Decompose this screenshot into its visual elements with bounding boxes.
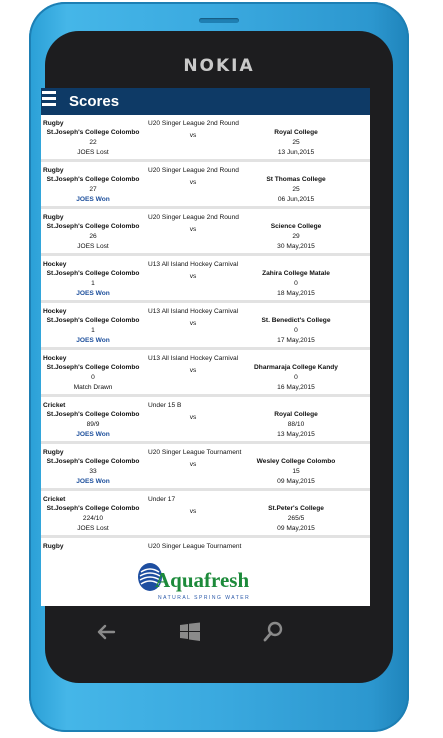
brand-logo: NOKIA xyxy=(183,56,255,76)
match-row[interactable] xyxy=(41,256,370,303)
home-team: St.Joseph's College Colombo xyxy=(46,411,140,418)
away-team: St.Peter's College xyxy=(268,505,324,512)
app-header xyxy=(41,88,370,115)
away-team: Dharmaraja College Kandy xyxy=(254,364,338,371)
windows-start-icon[interactable] xyxy=(176,618,204,646)
away-score: 88/10 xyxy=(287,421,305,428)
home-score: 26 xyxy=(89,233,97,240)
away-score: 15 xyxy=(292,468,300,475)
vs-label: vs xyxy=(189,461,197,468)
away-team: St. Benedict's College xyxy=(261,317,331,324)
match-date: 13 Jun,2015 xyxy=(277,149,315,156)
home-team: St.Joseph's College Colombo xyxy=(46,364,140,371)
hardware-nav-bar xyxy=(16,610,364,654)
match-competition: U20 Singer League Tournament xyxy=(148,543,242,550)
match-result: Match Drawn xyxy=(73,384,113,391)
advertisement-banner[interactable] xyxy=(41,560,370,606)
vs-label: vs xyxy=(189,179,197,186)
vs-label: vs xyxy=(189,132,197,139)
away-score: 265/5 xyxy=(287,515,305,522)
away-score: 0 xyxy=(294,374,298,381)
home-score: 0 xyxy=(91,374,95,381)
match-row[interactable] xyxy=(41,350,370,397)
earpiece-speaker xyxy=(199,18,239,23)
match-row[interactable] xyxy=(41,162,370,209)
home-score: 1 xyxy=(91,327,95,334)
match-competition: Under 17 xyxy=(148,496,176,503)
match-competition: U13 All Island Hockey Carnival xyxy=(148,308,239,315)
match-sport: Rugby xyxy=(43,167,64,174)
match-result: JOES Won xyxy=(76,196,110,203)
match-date: 16 May,2015 xyxy=(277,384,315,391)
home-team: St.Joseph's College Colombo xyxy=(46,223,140,230)
match-competition: U20 Singer League Tournament xyxy=(148,449,242,456)
match-date: 06 Jun,2015 xyxy=(277,196,315,203)
match-result: JOES Won xyxy=(76,290,110,297)
match-row-partial[interactable] xyxy=(41,538,370,558)
match-row[interactable] xyxy=(41,209,370,256)
match-competition: U20 Singer League 2nd Round xyxy=(148,167,239,174)
match-result: JOES Won xyxy=(76,431,110,438)
match-date: 09 May,2015 xyxy=(277,525,315,532)
back-arrow-icon[interactable] xyxy=(92,618,120,646)
match-sport: Hockey xyxy=(43,355,67,362)
away-score: 25 xyxy=(292,139,300,146)
vs-label: vs xyxy=(189,367,197,374)
match-result: JOES Lost xyxy=(77,149,109,156)
match-date: 18 May,2015 xyxy=(277,290,315,297)
match-result: JOES Won xyxy=(76,478,110,485)
match-date: 13 May,2015 xyxy=(277,431,315,438)
home-team: St.Joseph's College Colombo xyxy=(46,129,140,136)
match-competition: U13 All Island Hockey Carnival xyxy=(148,355,239,362)
page-title: Scores xyxy=(69,93,120,110)
ad-tagline: NATURAL SPRING WATER xyxy=(158,595,251,601)
vs-label: vs xyxy=(189,273,197,280)
match-sport: Hockey xyxy=(43,308,67,315)
home-score: 89/9 xyxy=(86,421,100,428)
away-team: Wesley College Colombo xyxy=(256,458,336,465)
away-score: 0 xyxy=(294,280,298,287)
match-row[interactable] xyxy=(41,444,370,491)
match-sport: Cricket xyxy=(43,402,66,409)
ad-brand-name: Aquafresh xyxy=(155,568,250,592)
vs-label: vs xyxy=(189,414,197,421)
match-date: 30 May,2015 xyxy=(277,243,315,250)
away-team: St Thomas College xyxy=(266,176,326,183)
match-date: 17 May,2015 xyxy=(277,337,315,344)
away-score: 25 xyxy=(292,186,300,193)
match-sport: Cricket xyxy=(43,496,66,503)
vs-label: vs xyxy=(189,320,197,327)
match-sport: Rugby xyxy=(43,449,64,456)
home-score: 224/10 xyxy=(82,515,104,522)
match-row[interactable] xyxy=(41,303,370,350)
home-team: St.Joseph's College Colombo xyxy=(46,458,140,465)
match-competition: U20 Singer League 2nd Round xyxy=(148,120,239,127)
home-score: 1 xyxy=(91,280,95,287)
match-result: JOES Lost xyxy=(77,243,109,250)
match-competition: Under 15 B xyxy=(148,402,182,409)
search-icon[interactable] xyxy=(260,618,288,646)
match-sport: Rugby xyxy=(43,543,64,550)
away-team: Royal College xyxy=(274,129,318,136)
match-row[interactable] xyxy=(41,491,370,538)
match-result: JOES Lost xyxy=(77,525,109,532)
away-team: Royal College xyxy=(274,411,318,418)
match-row[interactable] xyxy=(41,397,370,444)
match-date: 09 May,2015 xyxy=(277,478,315,485)
hamburger-icon[interactable] xyxy=(42,91,56,106)
away-team: Zahira College Matale xyxy=(262,270,330,277)
away-score: 0 xyxy=(294,327,298,334)
match-competition: U13 All Island Hockey Carnival xyxy=(148,261,239,268)
match-row[interactable] xyxy=(41,115,370,162)
vs-label: vs xyxy=(189,508,197,515)
match-list xyxy=(41,115,370,538)
match-sport: Hockey xyxy=(43,261,67,268)
vs-label: vs xyxy=(189,226,197,233)
match-sport: Rugby xyxy=(43,214,64,221)
home-score: 33 xyxy=(89,468,97,475)
away-score: 29 xyxy=(292,233,300,240)
match-competition: U20 Singer League 2nd Round xyxy=(148,214,239,221)
home-team: St.Joseph's College Colombo xyxy=(46,317,140,324)
home-team: St.Joseph's College Colombo xyxy=(46,505,140,512)
home-team: St.Joseph's College Colombo xyxy=(46,270,140,277)
home-score: 27 xyxy=(89,186,97,193)
app-screen xyxy=(41,88,370,606)
match-result: JOES Won xyxy=(76,337,110,344)
match-sport: Rugby xyxy=(43,120,64,127)
home-score: 22 xyxy=(89,139,97,146)
home-team: St.Joseph's College Colombo xyxy=(46,176,140,183)
away-team: Science College xyxy=(270,223,322,230)
